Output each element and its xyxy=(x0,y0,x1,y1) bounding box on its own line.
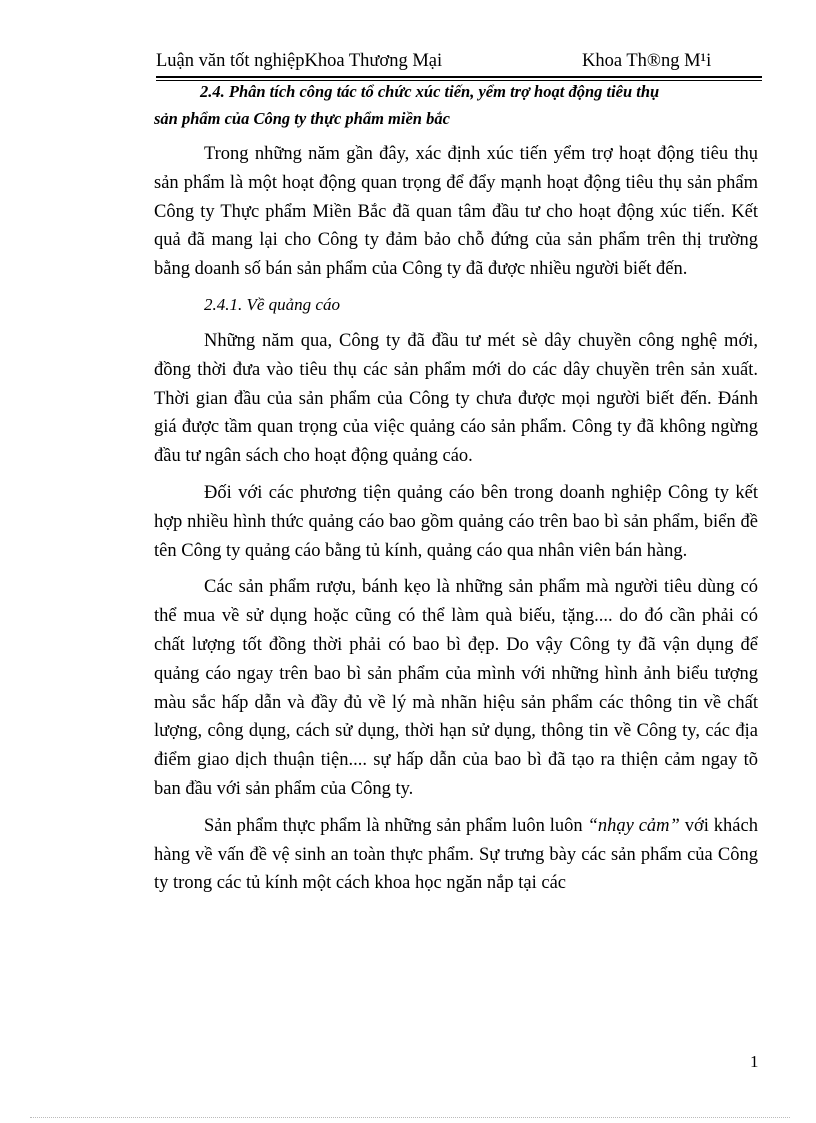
paragraph-investment: Những năm qua, Công ty đã đầu tư mét sè dây chuyền công nghệ mới, đồng thời đưa vào tiêu thụ các sản phẩm mới do các dây chuyền trên sản xuất. Thời gian đầu của sản phẩm của Công ty chưa được mọi người biết đến. Đánh giá được tầm quan trọng của việc quảng cáo sản phẩm. Công ty đã không ngừng đầu tư ngân sách cho hoạt động quảng cáo. xyxy=(154,330,758,467)
paragraph-display-start: Sản phẩm thực phẩm là những sản phẩm luôn luôn xyxy=(204,815,588,836)
paragraph-packaging: Các sản phẩm rượu, bánh kẹo là những sản phẩm mà người tiêu dùng có thể mua về sử dụng hoặc cũng có thể làm quà biếu, tặng.... do đó cần phải có chất lượng tốt đồng thời phải có bao bì đẹp. Do vậy Công ty đã vận dụng để quảng cáo ngay trên bao bì sản phẩm của mình với những hình ảnh biểu tượng màu sắc hấp dẫn và đầy đủ về lý mà nhãn hiệu sản phẩm các thông tin về chất lượng, công dụng, cách sử dụng, thời hạn sử dụng, thông tin về Công ty, các địa điểm giao dịch thuận tiện.... sự hấp dẫn của bao bì đã tạo ra thiện cảm ngay tõ ban đầu với sản phẩm của Công ty. xyxy=(154,577,758,799)
section-heading-line-2: sản phẩm của Công ty thực phẩm miền bắc xyxy=(154,109,450,128)
header-left-text: Luận văn tốt nghiệpKhoa Thương Mại xyxy=(156,51,443,71)
header-right-text: Khoa Th®ng M¹i xyxy=(582,51,712,71)
section-heading-line-1: 2.4. Phân tích công tác tổ chức xúc tiến, yểm trợ hoạt động tiêu thụ xyxy=(200,82,660,101)
paragraph-display xyxy=(154,812,758,898)
subsection-heading: 2.4.1. Về quảng cáo xyxy=(204,294,340,314)
page-header xyxy=(156,50,762,76)
section-heading xyxy=(154,78,758,132)
document-body xyxy=(154,78,758,898)
paragraph-display-end: với khách hàng về vấn đề vệ sinh an toàn thực phẩm. Sự trưng bày các sản phẩm của Công ty trong các tủ kính một cách khoa học ngăn nắp tại các xyxy=(154,815,758,894)
page-number: 1 xyxy=(750,1052,759,1071)
paragraph-intro: Trong những năm gần đây, xác định xúc tiến yểm trợ hoạt động tiêu thụ sản phẩm là một hoạt động quan trọng để đẩy mạnh hoạt động tiêu thụ sản phẩm Công ty Thực phẩm Miền Bắc đã quan tâm đầu tư cho hoạt động xúc tiến. Kết quả đã mang lại cho Công ty đảm bảo chỗ đứng của sản phẩm trên thị trường bằng doanh số bán sản phẩm của Công ty đã được nhiều người biết đến. xyxy=(154,144,758,280)
paragraph-display-quote: “nhạy cảm” xyxy=(587,815,680,836)
paragraph-advertising-media: Đối với các phương tiện quảng cáo bên trong doanh nghiệp Công ty kết hợp nhiều hình thức quảng cáo bao gồm quảng cáo trên bao bì sản phẩm, biển đề tên Công ty quảng cáo bằng tủ kính, quảng cáo qua nhân viên bán hàng. xyxy=(154,482,758,561)
page-bottom-border xyxy=(30,1117,790,1118)
